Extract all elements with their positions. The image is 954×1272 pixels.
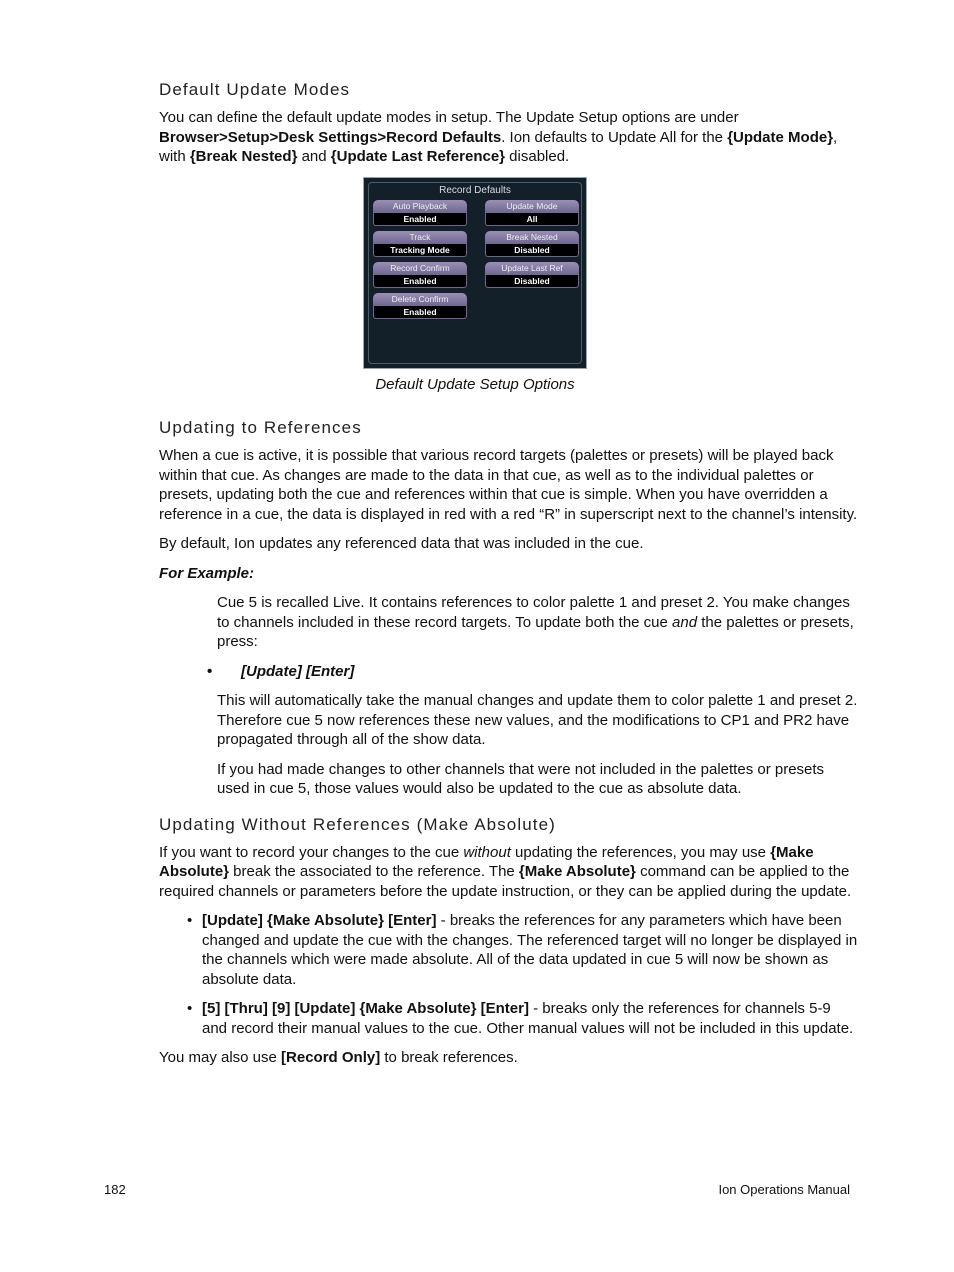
setting-break-nested [485,231,579,257]
setting-value: Disabled [485,275,579,288]
page-content [159,80,859,1078]
list-item [159,911,859,989]
setting-label: Track [373,231,467,244]
text-run: You may also use [159,1049,282,1066]
setting-value: All [485,213,579,226]
setting-value: Enabled [373,306,467,319]
text-run: updating the references, you may use [510,843,771,861]
setting-label: Auto Playback [373,200,467,213]
setting-update-last-ref [485,262,579,288]
text-run: and [297,148,331,165]
example-paragraph-2: This will automatically take the manual changes and update them to color palette 1 and preset 2. Therefore cue 5 now references these new values, and the modifications to CP1 and PR2 have propagated through all of the show data. [217,692,858,748]
key-sequence: [5] [Thru] [9] [Update] {Make Absolute} [Enter] [202,1000,529,1017]
text-run: command can be applied to the required channels or parameters before the update instruction, or they can be applied during the update. [159,863,852,900]
softkey-update-last-reference: {Update Last Reference} [330,148,506,165]
setting-auto-playback [373,200,467,226]
setting-label: Break Nested [485,231,579,244]
text-run: - breaks the references for any parameters which have been changed and update the cue with the changes. The referenced target will no longer be displayed in the channels which were made absolute. All of the data updated in cue 5 will now be shown as absolute data. [202,912,858,988]
setting-label: Update Mode [485,200,579,213]
setting-button-grid [373,200,580,319]
setting-delete-confirm [373,293,467,319]
text-run: , with [159,128,838,165]
setting-value: Enabled [373,275,467,288]
menu-path: Browser>Setup>Desk Settings>Record Defaults [159,128,502,146]
section-heading-make-absolute: Updating Without References (Make Absolute) [159,814,556,834]
text-run: . Ion defaults to Update All for the [501,128,728,146]
paragraph-references-default: By default, Ion updates any referenced data that was included in the cue. [159,535,644,552]
text-run: - breaks only the references for channels 5-9 and record their manual values to the cue. Other manual values will not be included in this update. [202,1000,854,1037]
paragraph-default-update-modes [159,108,859,167]
setting-label: Delete Confirm [373,293,467,306]
key-sequence-bullet [207,662,859,682]
paragraph-record-only [159,1048,859,1068]
example-paragraph-1 [217,593,859,652]
key-record-only: [Record Only] [281,1049,381,1066]
softkey-make-absolute: {Make Absolute} [518,863,636,880]
section-heading-updating-to-references: Updating to References [159,418,362,437]
setting-label: Record Confirm [373,262,467,275]
section-heading-default-update-modes: Default Update Modes [159,80,351,99]
softkey-break-nested: {Break Nested} [189,148,298,165]
emphasis: without [463,843,511,861]
text-run: break the associated to the reference. The [229,863,519,880]
make-absolute-bullets [159,911,859,1038]
bullet-mark: • [187,1000,193,1017]
figure [159,177,791,369]
softkey-make-absolute: {Make Absolute} [159,843,814,880]
text-run: the palettes or presets, press: [217,613,854,650]
setting-update-mode [485,200,579,226]
text-run: You can define the default update modes in setup. The Update Setup options are under [159,109,739,126]
example-paragraph-3: If you had made changes to other channels that were not included in the palettes or presets used in cue 5, those values would also be updated to the cue as absolute data. [217,760,825,797]
example-label: For Example: [159,564,255,582]
setting-value: Tracking Mode [373,244,467,257]
text-run: to break references. [380,1049,518,1066]
key-sequence: [Update] [Enter] [241,662,355,680]
panel-title: Record Defaults [439,184,511,196]
record-defaults-screenshot [363,177,587,369]
emphasis: and [672,613,698,631]
setting-track [373,231,467,257]
paragraph-make-absolute [159,843,859,902]
manual-title: Ion Operations Manual [718,1182,850,1197]
paragraph-references-intro: When a cue is active, it is possible that various record targets (palettes or presets) will be played back within that cue. As changes are made to the data in that cue, as well as to the individual palettes or presets, updating both the cue and references within that cue is simple. When you have overridden a reference in a cue, the data is displayed in red with a red “R” in superscript next to the channel’s intensity. [159,447,858,523]
text-run: Cue 5 is recalled Live. It contains references to color palette 1 and preset 2. You make changes to channels included in these record targets. To update both the cue [217,594,850,631]
setting-value: Enabled [373,213,467,226]
text-run: disabled. [505,148,570,165]
setting-record-confirm [373,262,467,288]
figure-caption: Default Update Setup Options [375,375,575,393]
list-item [159,999,859,1038]
setting-value: Disabled [485,244,579,257]
setting-label: Update Last Ref [485,262,579,275]
text-run: If you want to record your changes to the cue [159,843,464,861]
bullet-mark: • [187,912,193,929]
softkey-update-mode: {Update Mode} [727,128,834,146]
bullet-mark: • [207,662,213,680]
key-sequence: [Update] {Make Absolute} [Enter] [202,912,437,929]
page-number: 182 [104,1182,126,1197]
